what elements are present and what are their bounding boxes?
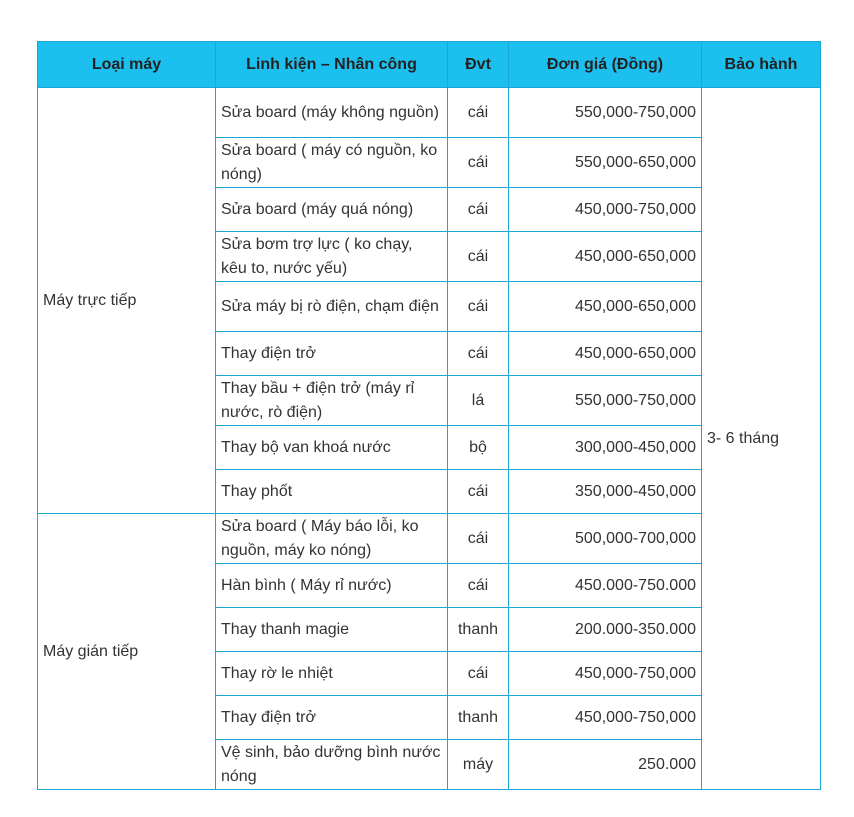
row-component: Sửa board ( Máy báo lỗi, ko nguồn, máy ko nóng) [216, 514, 448, 564]
row-component: Sửa bơm trợ lực ( ko chạy, kêu to, nước yếu) [216, 232, 448, 282]
row-component: Thay bộ van khoá nước [216, 426, 448, 470]
row-price: 550,000-750,000 [509, 376, 702, 426]
header-warranty: Bảo hành [702, 42, 821, 88]
row-unit: cái [448, 138, 509, 188]
header-machine-type: Loại máy [38, 42, 216, 88]
row-component: Sửa board (máy quá nóng) [216, 188, 448, 232]
table-header-row [38, 42, 821, 88]
row-unit: cái [448, 470, 509, 514]
row-unit: máy [448, 740, 509, 790]
row-component: Thay điện trở [216, 332, 448, 376]
row-unit: cái [448, 514, 509, 564]
row-component: Thay phốt [216, 470, 448, 514]
row-unit: cái [448, 564, 509, 608]
row-price: 550,000-750,000 [509, 88, 702, 138]
header-component: Linh kiện – Nhân công [216, 42, 448, 88]
row-component: Sửa board ( máy có nguồn, ko nóng) [216, 138, 448, 188]
row-price: 350,000-450,000 [509, 470, 702, 514]
row-component: Vệ sinh, bảo dưỡng bình nước nóng [216, 740, 448, 790]
row-unit: cái [448, 88, 509, 138]
row-price: 450,000-650,000 [509, 282, 702, 332]
row-unit: thanh [448, 696, 509, 740]
row-component: Sửa board (máy không nguồn) [216, 88, 448, 138]
row-unit: cái [448, 232, 509, 282]
row-component: Thay rờ le nhiệt [216, 652, 448, 696]
header-price: Đơn giá (Đồng) [509, 42, 702, 88]
row-component: Thay thanh magie [216, 608, 448, 652]
row-price: 550,000-650,000 [509, 138, 702, 188]
row-unit: thanh [448, 608, 509, 652]
row-unit: cái [448, 332, 509, 376]
row-price: 200.000-350.000 [509, 608, 702, 652]
row-price: 450,000-750,000 [509, 652, 702, 696]
row-component: Hàn bình ( Máy rỉ nước) [216, 564, 448, 608]
group-name-direct: Máy trực tiếp [38, 88, 216, 514]
row-price: 450.000-750.000 [509, 564, 702, 608]
row-price: 300,000-450,000 [509, 426, 702, 470]
row-unit: cái [448, 652, 509, 696]
row-component: Thay điện trở [216, 696, 448, 740]
row-price: 450,000-650,000 [509, 332, 702, 376]
row-price: 450,000-750,000 [509, 696, 702, 740]
row-price: 500,000-700,000 [509, 514, 702, 564]
row-price: 450,000-650,000 [509, 232, 702, 282]
row-unit: bộ [448, 426, 509, 470]
price-table [37, 41, 821, 790]
row-unit: cái [448, 188, 509, 232]
warranty-cell: 3- 6 tháng [702, 88, 821, 790]
row-unit: cái [448, 282, 509, 332]
row-price: 250.000 [509, 740, 702, 790]
table-row [38, 88, 821, 138]
group-name-indirect: Máy gián tiếp [38, 514, 216, 790]
row-component: Sửa máy bị rò điện, chạm điện [216, 282, 448, 332]
row-price: 450,000-750,000 [509, 188, 702, 232]
row-component: Thay bầu + điện trở (máy rỉ nước, rò điện) [216, 376, 448, 426]
row-unit: lá [448, 376, 509, 426]
header-unit: Đvt [448, 42, 509, 88]
